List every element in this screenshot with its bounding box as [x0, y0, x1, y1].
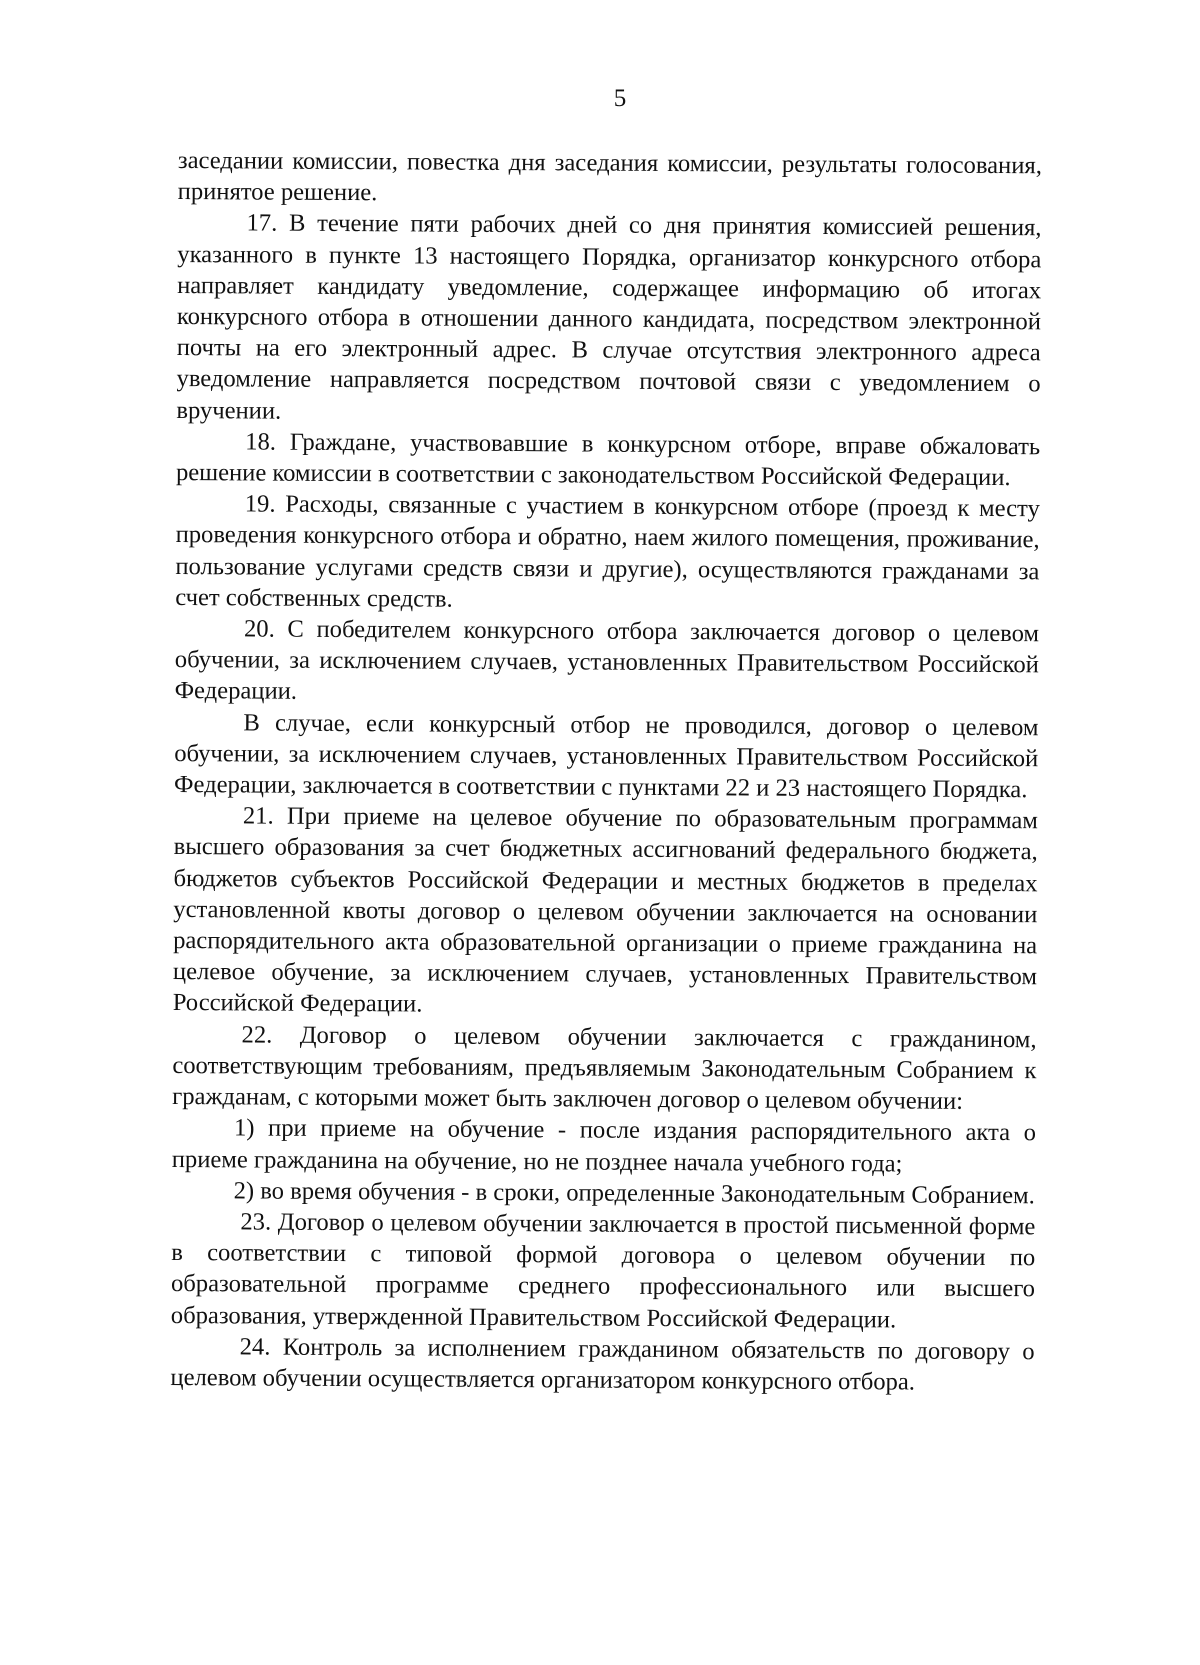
paragraph-item-21: 21. При приеме на целевое обучение по образовательным программам высшего образования за счет бюджетных ассигнований федерального бюджета, бюджетов субъектов Российской Федерации и местных бюджетов в пределах установленной квоты договор о целевом обучении заключается на основании распорядительного акта образовательной организации о приеме гражданина на целевое обучение, за исключением случаев, установленных Правительством Российской Федерации.: [172, 802, 1038, 1018]
paragraph-continuation: заседании комиссии, повестка дня заседания комиссии, результаты голосования, принятое решение.: [177, 146, 1042, 207]
paragraph-item-19: 19. Расходы, связанные с участием в конкурсном отборе (проезд к месту проведения конкурсного отбора и обратно, наем жилого помещения, проживание, пользование услугами средств связи и другие), осуществляются гражданами за счет собственных средств.: [175, 490, 1040, 613]
paragraph-item-17: 17. В течение пяти рабочих дней со дня принятия комиссией решения, указанного в пункте 13 настоящего Порядка, организатор конкурсного отбора направляет кандидату уведомление, содержащее информацию об итогах конкурсного отбора в отношении данного кандидата, посредством электронной почты на его электронный адрес. В случае отсутствия электронного адреса уведомление направляется посредством почтовой связи с уведомлением о вручении.: [176, 209, 1042, 425]
paragraph-item-23: 23. Договор о целевом обучении заключается в простой письменной форме в соответствии с типовой формой договора о целевом обучении по образовательной программе среднего профессионального или высшего образования, утвержденной Правительством Российской Федерации.: [170, 1208, 1036, 1333]
paragraph-item-18: 18. Граждане, участвовавшие в конкурсном отборе, вправе обжаловать решение комиссии в соответствии с законодательством Российской Федерации.: [175, 428, 1041, 492]
document-body: [170, 145, 1042, 1398]
paragraph-subitem-2: 2) во время обучения - в сроки, определенные Законодательным Собранием.: [233, 1177, 1035, 1209]
paragraph-item-20: 20. С победителем конкурсного отбора заключается договор о целевом обучении, за исключением случаев, установленных Правительством Российской Федерации.: [174, 615, 1040, 706]
paragraph-item-22: 22. Договор о целевом обучении заключается с гражданином, соответствующим требованиям, предъявляемым Законодательным Собранием к гражданам, с которыми может быть заключен договор о целевом обучении:: [172, 1021, 1037, 1115]
paragraph-item-20-case: В случае, если конкурсный отбор не проводился, договор о целевом обучении, за исключением случаев, установленных Правительством Российской Федерации, заключается в соответствии с пунктами 22 и 23 настоящего Порядка.: [174, 709, 1039, 804]
paragraph-subitem-1: 1) при приеме на обучение - после издания распорядительного акта о приеме гражданина на обучение, но не позднее начала учебного года;: [171, 1114, 1037, 1177]
paragraph-item-24: 24. Контроль за исполнением гражданином обязательств по договору о целевом обучении осуществляется организатором конкурсного отбора.: [170, 1333, 1035, 1396]
page-number: 5: [613, 85, 627, 112]
